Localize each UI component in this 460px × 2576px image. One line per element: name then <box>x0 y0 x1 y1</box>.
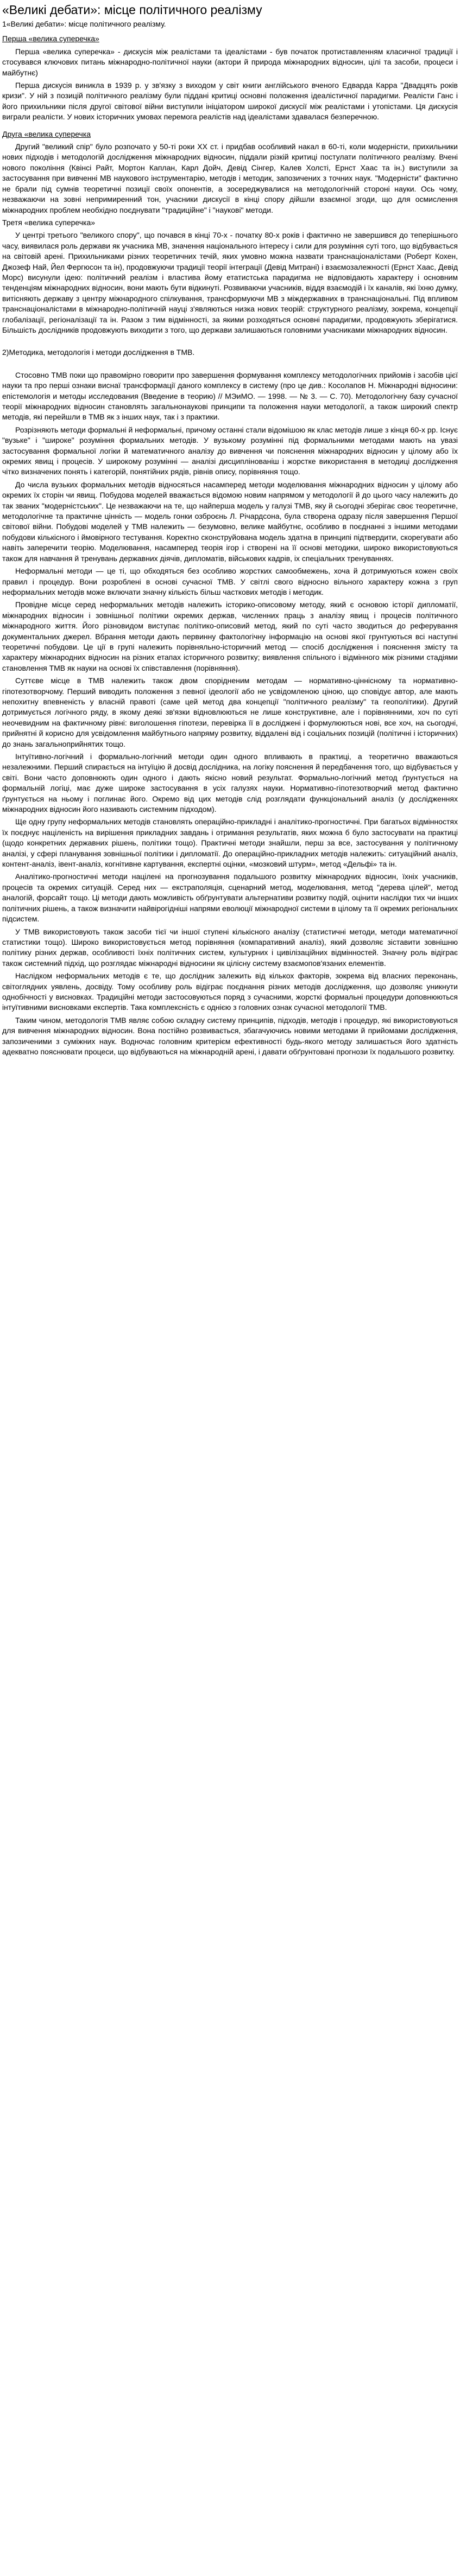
paragraph-first-debate-1: Перша «велика суперечка» - дискусія між реалістами та ідеалістами - був початок протиставленням класичної традиції і стосувався ключових питань міжнародно-політичної науки (актори й природа міжнародних відносин, цілі та засоби, процеси і майбутнє) <box>2 47 458 77</box>
paragraph-methodology-12: Таким чином, методологія ТМВ являє собою складну систему принципів, підходів, методів і процедур, які використовуються для вивчення міжнародних відносин. Вона постійно розвивається, збагачуючись новими методами й прийомами дослідження, запозиченими з суміжних наук. Водночас головним критерієм ефективності будь-якого методу залишається його здатність адекватно пояснювати процеси, що відбуваються на міжнародній арені, і давати обґрунтовані прогнози їх подальшого розвитку. <box>2 1015 458 1056</box>
page-subtitle: 1«Великі дебати»: місце політичного реалізму. <box>2 20 166 28</box>
page-title: «Великі дебати»: місце політичного реалізму <box>2 3 262 17</box>
paragraph-methodology-11: Наслідком неформальних методів є те, що дослідник залежить від кількох факторів, зокрема від власних переконань, світоглядних уявлень, досвіду. Тому особливу роль відіграє поєднання різних методів дослідження, що дозволяє уникнути однобічності у висновках. Традиційні методи застосовуються поряд з сучасними, жорсткі формальні процедури доповнюються інтуїтивними висновками експертів. Така комплексність є однією з головних ознак сучасної методології ТМВ. <box>2 971 458 1012</box>
spacer <box>2 360 458 370</box>
paragraph-methodology-3: До числа вузьких формальних методів відносяться насамперед методи моделювання міжнародних відносин у цілому або окремих їх сторін чи явищ. Побудова моделей вважається відомою новим напрямом у методології й до цього часу належить до так званих "модерністських". Це незважаючи на те, що найперша модель у галузі ТМВ, яку й сьогодні зберігає своє теоретичне, методологічне та практичне цінність — модель гонки озброєнь Л. Річардсона, була створена одразу після завершення Першої світової війни. Побудові моделей у ТМВ належить — безумовно, велике майбутнє, особливо в поєднанні з іншими методами побудови кількісного і ймовірного тестування. Коректно сконструйована модель здатна в принципі підтвердити, скорегувати або навіть заперечити теорію. Моделювання, насамперед теорія ігор і створені на її основі методики, широко використовуються також для навчання й тренувань державних діячів, дипломатів, військових кадрів, іх спеціальних тренуваннях. <box>2 480 458 563</box>
paragraph-methodology-8: Ще одну групу неформальних методів становлять операційно-прикладні і аналітико-прогностичні. При багатьох відмінностях їх поєднує націленість на вирішення прикладних завдань і отримання результатів, яких можна б було застосувати на практиці (щодо конкретних державних рішень, політики тощо). Практичні методи знайшли, перш за все, застосування у політичному аналізі, у сфері планування зовнішньої політики і дипломатії. До операційно-прикладних методів належить: ситуаційний аналіз, контент-аналіз, івент-аналіз, когнітивне картування, експертні оцінки, «мозковий штурм», метод «Дельфі» та ін. <box>2 817 458 869</box>
paragraph-methodology-7: Інтуїтивно-логічний і формально-логічний методи один одного впливають в практиці, а теоретично вважаються незалежними. Перший спирається на інтуїцію й досвід дослідника, на логіку пояснення й передбачення того, що відбувається у світі. Вони часто доповнюють один одного і дають якісно новий результат. Формально-логічний метод ґрунтується на формальній логіці, має дуже широке застосування в усіх галузях науки. Нормативно-гіпотезотворчий метод фактично ґрунтується на ньому і поглинає його. Окремо від цих методів слід розглядати функціональний аналіз (у дослідженнях міжнародних відносин його називають системним підходом). <box>2 752 458 814</box>
paragraph-methodology-2: Розрізняють методи формальні й неформальні, причому останні стали відомішою як клас методів лише з кінця 60-х рр. Існує "вузьке" і "широке" розуміння формальних методів. У вузькому розумінні під формальними методами мають на увазі застосування формальної логіки й математичного аналізу до вивчення чи пояснення міжнародних відносин у цілому або їх окремих явищ і процесів. У широкому розумінні — аналізі дисциплінованіш і жорстке використання в методиці дослідження чітко визначених понять і категорій, понятійних рядів, рівнів опису, порівняння тощо. <box>2 425 458 476</box>
paragraph-second-debate-1: Другий "великий спір" було розпочато у 50-ті роки XX ст. і придбав особливий накал в 60-ті, коли модерністи, прихильники нових підходів і методологій дослідження міжнародних відносин, піддали різкій критиці постулати політичного реалізму. Вчені нового покоління (Квінсі Райт, Мортон Каплан, Карл Дойч, Девід Сінгер, Калев Холсті, Ернст Хаас та ін.) виступили за застосування при вивченні МВ наукового інструментарію, методів і методик, запозичених з точних наук. "Модерністи" фактично не брали під сумнів теоретичні позиції своїх опонентів, а зосереджувалися на методологічній стороні науки. Ось чому, незважаючи на зовні непримиренний тон, учасники дискусії в кінці спору дійшли взаємної згоди, що для осмислення міжнародних проблем необхідно поєднувати "традиційне" і "наукові" методи. <box>2 142 458 214</box>
paragraph-third-debate-1: У центрі третього "великого спору", що почався в кінці 70-х - початку 80-х років і фактично не завершився до теперішнього часу, виявилася роль держави як учасника МВ, значення національного інтересу і сили для розуміння суті того, що відбувається на світовій арені. Прихильниками різних теоретичних течій, яких умовно можна назвати транснаціоналістами (Роберт Кохен, Джозеф Най, Йел Фергюсон та ін), продовжуючи традиції теорії інтеграції (Девід Митрані) і взаємозалежності (Ернст Хаас, Девід Морс) висунули ідею: політичний реалізм і властива йому етатистська парадигма не відповідають характеру і основним тенденціям міжнародних відносин, вони мають бути відкинуті. Розвиваючи учасників, віддя взаємодій і їх каналів, які їхню думку, витісняють державу з центру міжнародного спілкування, трансформуючи МВ з міждержавних в транснаціональні. Під впливом транснаціоналістами в міжнародно-політичній науці з'являються низка нових теорій: структурного реалізму, зокрема, концепції глобалізації, регіоналізації та ін. Разом з тим відмінності, за якими розходяться основні парадигми, продовжують зберігатися. Більшість дослідників продовжують виходити з того, що держави залишаються головними учасниками міжнародних відносин. <box>2 231 458 334</box>
paragraph-methodology-1: Стосовно ТМВ поки що правомірно говорити про завершення формування комплексу методологічних прийомів і засобів цієї науки та про перші ознаки виснаї трансформації даного комплексу в систему (про це див.: Косолапов Н. Міжнародні відносини: епістемологія и методы исследования (Введение в теорию) // МЭиМО. — 1998. — № 3. — С. 70). Методологічну базу сучасної теорії міжнародних відносин становлять загальнонаукові принципи та положення науки методології, а також широкий спектр методів, які перейшли в ТМВ як з інших наук, так і з практики. <box>2 370 458 422</box>
paragraph-methodology-4: Неформальні методи — це ті, що обходяться без особливо жорстких самообмежень, хоча й дотримуються кожен своїх правил і процедур. Вони розроблені в основі сучасної ТМВ. У світлі свого відносно вільного характеру кожна з груп неформальних методів може включати значну кількість більш часткових методів і методик. <box>2 567 458 596</box>
paragraph-methodology-5: Провідне місце серед неформальних методів належить історико-описовому методу, який є основою історії дипломатії, міжнародних відносин і зовнішньої політики окремих держав, численних праць з аналізу явищ і процесів політичного міжнародного життя. Його різновидом виступає політико-описовий метод, який по суті часто зводиться до реферування документальних джерел. Вбрання методи дають первинну фактологічну інформацію на основі якої грунтуються всі наступні теоретичні побудови. Це ції в групі належить порівняльно-історичний метод — спосіб дослідження і пояснення змісту та характеру міжнародних відносин на різних етапах історичного розвитку; виявлення спільного і відмінного між різними стадіями становлення ТМВ як науки на основі їх співставлення (порівняння). <box>2 600 458 672</box>
paragraph-methodology-6: Суттєве місце в ТМВ належить також двом спорідненим методам — нормативно-ціннісному та нормативно-гіпотезотворчому. Перший виводить положення з певної ідеології або не усвідомленою ціною, що сповідує автор, але мають непохитну впевненість у власній правоті (саме цей метод два концепції "політичного реалізму" та геополітики). Другий дотримується логічного ряду, в якому деякі зв'язки відновлюються не лише конструктивне, але і порівнянними, хоч по суті неочевидним на фактичному рівні: виголошення гіпотези, перевірка її в досліджені і формулюються нові, все хоч, на сьогодні, прийнятні й корисно для усвідомлення майбутнього напряму розвитку, віддалені від і соціальних позицій (політичні і історичних) до знань загальноприйнятих тощо. <box>2 676 458 748</box>
paragraph-first-debate-2: Перша дискусія виникла в 1939 р. у зв'язку з виходом у світ книги англійського вченого Едварда Карра "Двадцять років кризи". У ній з позицій політичного реалізму були піддані критиці основні положення ідеалістичної парадигми. Реалісти Ганс і його прихильники після другої світової війни виступили ініціатором широкої дискусії між реалістами і утопістами. Ця дискусія виграли реалісти. У нових історичних умовах перемога реалістів над ідеалістами здавалася безперечною. <box>2 81 458 122</box>
section-heading-third-debate: Третя «велика суперечка» <box>2 218 96 227</box>
paragraph-methodology-10: У ТМВ використовують також засоби тієї чи іншої ступені кількісного аналізу (статистичні методи, методи математичної статистики тощо). Широко використовується метод порівняння (компаративний аналіз), який дозволяє зіставити зовнішню політику різних держав, особливості їхніх політичних систем, культурних і цивілізаційних відмінностей. Значну роль відіграє також системний підхід, що розглядає міжнародні відносини як цілісну систему взаємопов'язаних елементів. <box>2 927 458 968</box>
section-link-first-debate[interactable]: Перша «велика суперечка» <box>2 34 99 43</box>
paragraph-methodology-9: Аналітико-прогностичні методи націлені на прогнозування подальшого розвитку міжнародних відносин, їхніх учасників, процесів та окремих ситуацій. Серед них — екстраполяція, сценарний метод, моделювання, метод "дерева цілей", метод аналогій, форсайт тощо. Ці методи дають можливість обґрунтувати альтернативи розвитку подій, оцінити наслідки тих чи інших політичних рішень, а також визначити найвірогідніші напрями еволюції міжнародної системи в цілому та її окремих регіональних підсистем. <box>2 872 458 924</box>
document-page <box>0 0 460 1065</box>
section-heading-methodology: 2)Методика, методологія і методи дослідження в ТМВ. <box>2 348 195 357</box>
section-link-second-debate[interactable]: Друга «велика суперечка <box>2 129 91 138</box>
spacer <box>2 338 458 347</box>
